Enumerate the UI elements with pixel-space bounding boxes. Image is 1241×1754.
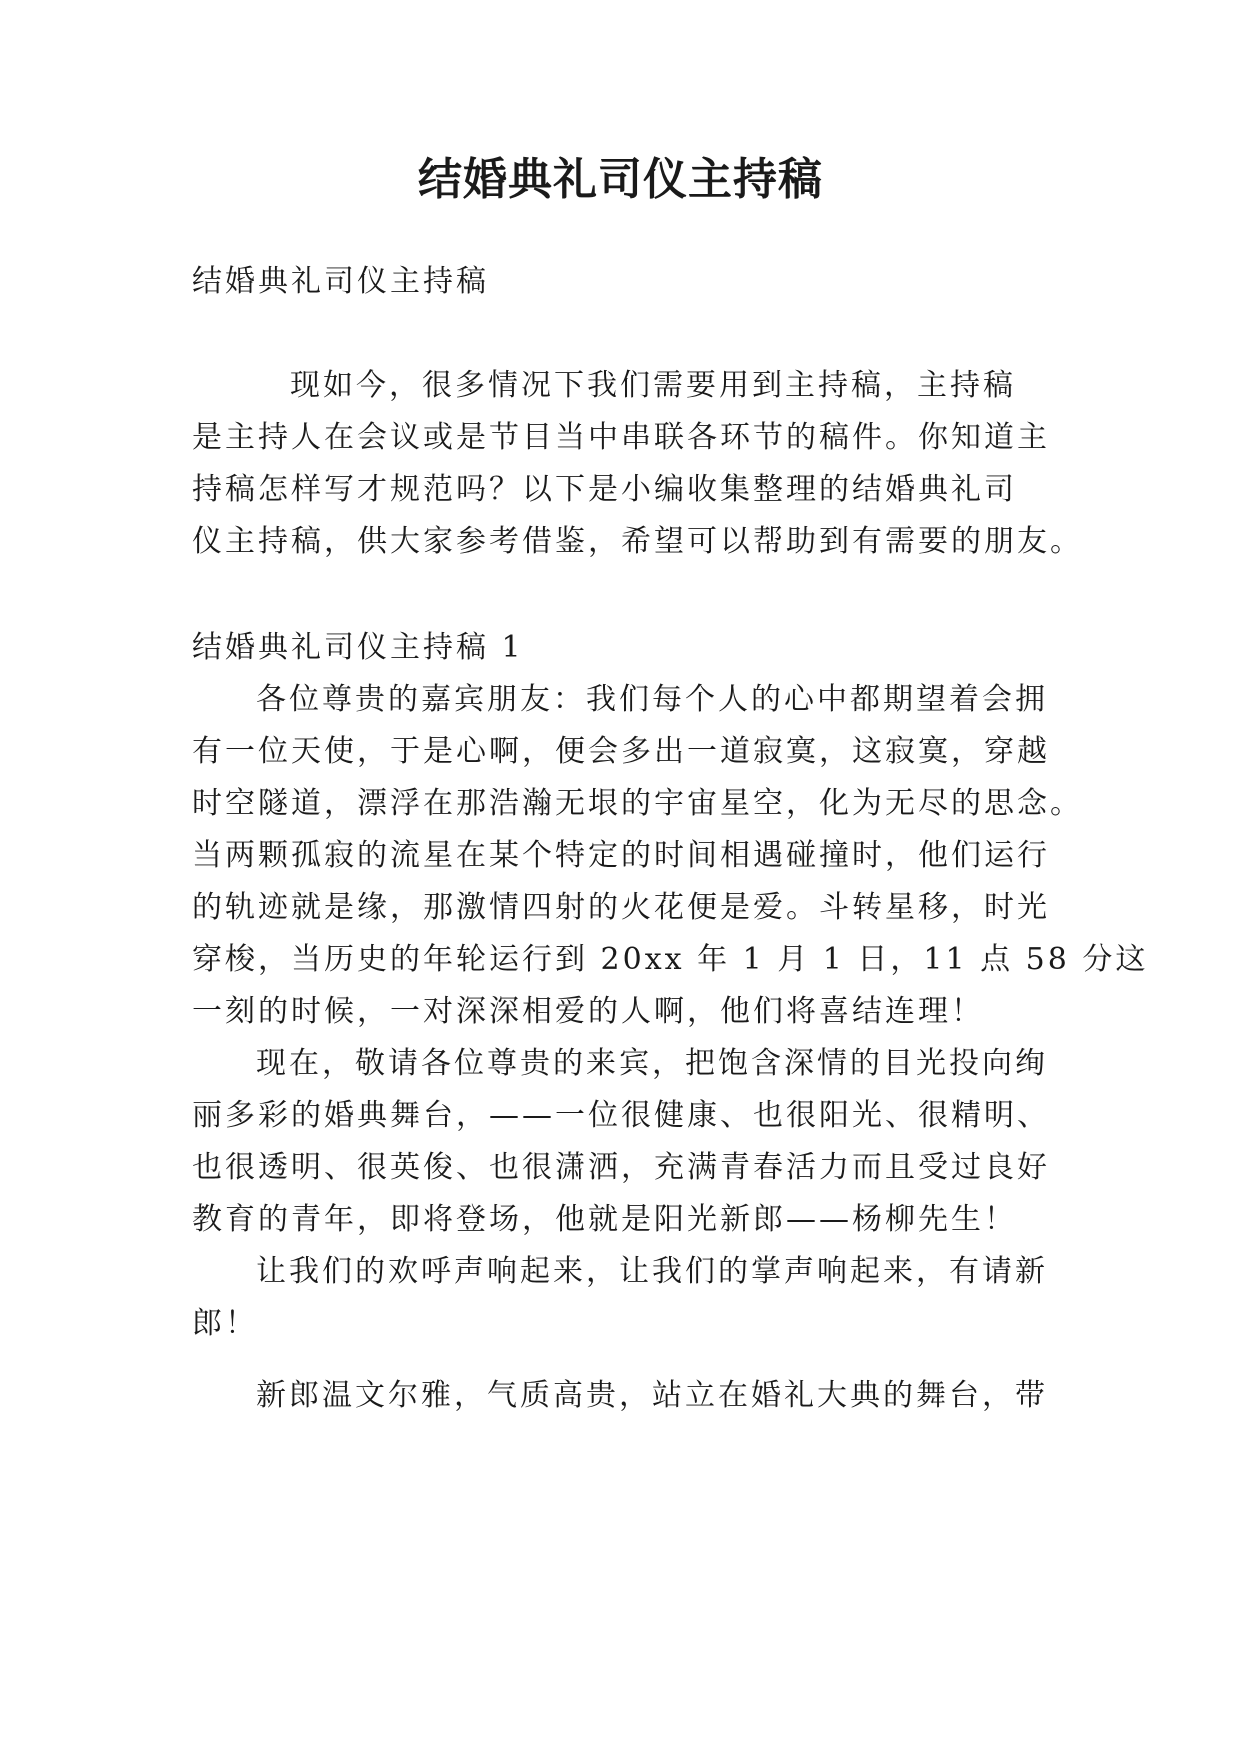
intro-line: 持稿怎样写才规范吗？以下是小编收集整理的结婚典礼司: [192, 472, 1017, 507]
intro-line: 是主持人在会议或是节目当中串联各环节的稿件。你知道主: [192, 420, 1050, 455]
paragraph-line: 也很透明、很英俊、也很潇洒，充满青春活力而且受过良好: [192, 1150, 1050, 1185]
paragraph-line: 让我们的欢呼声响起来，让我们的掌声响起来，有请新: [256, 1254, 1048, 1289]
intro-line: 仪主持稿，供大家参考借鉴，希望可以帮助到有需要的朋友。: [192, 524, 1083, 559]
paragraph-line: 教育的青年，即将登场，他就是阳光新郎——杨柳先生！: [192, 1202, 1017, 1237]
paragraph-line: 一刻的时候，一对深深相爱的人啊，他们将喜结连理！: [192, 994, 984, 1029]
intro-line: 现如今，很多情况下我们需要用到主持稿，主持稿: [290, 368, 1016, 403]
section-heading: 结婚典礼司仪主持稿 1: [192, 630, 524, 665]
paragraph-line: 时空隧道，漂浮在那浩瀚无垠的宇宙星空，化为无尽的思念。: [192, 786, 1083, 821]
paragraph-line: 郎！: [192, 1306, 258, 1341]
paragraph-line: 有一位天使，于是心啊，便会多出一道寂寞，这寂寞，穿越: [192, 734, 1050, 769]
paragraph-line: 新郎温文尔雅，气质高贵，站立在婚礼大典的舞台，带: [256, 1378, 1048, 1413]
document-subtitle: 结婚典礼司仪主持稿: [192, 264, 489, 299]
paragraph-line: 丽多彩的婚典舞台，——一位很健康、也很阳光、很精明、: [192, 1098, 1050, 1133]
paragraph-line: 的轨迹就是缘，那激情四射的火花便是爱。斗转星移，时光: [192, 890, 1050, 925]
paragraph-line: 各位尊贵的嘉宾朋友：我们每个人的心中都期望着会拥: [256, 682, 1048, 717]
paragraph-line: 穿梭，当历史的年轮运行到 20xx 年 1 月 1 日，11 点 58 分这: [192, 942, 1149, 977]
document-title: 结婚典礼司仪主持稿: [418, 154, 823, 205]
paragraph-line: 当两颗孤寂的流星在某个特定的时间相遇碰撞时，他们运行: [192, 838, 1050, 873]
paragraph-line: 现在，敬请各位尊贵的来宾，把饱含深情的目光投向绚: [256, 1046, 1048, 1081]
